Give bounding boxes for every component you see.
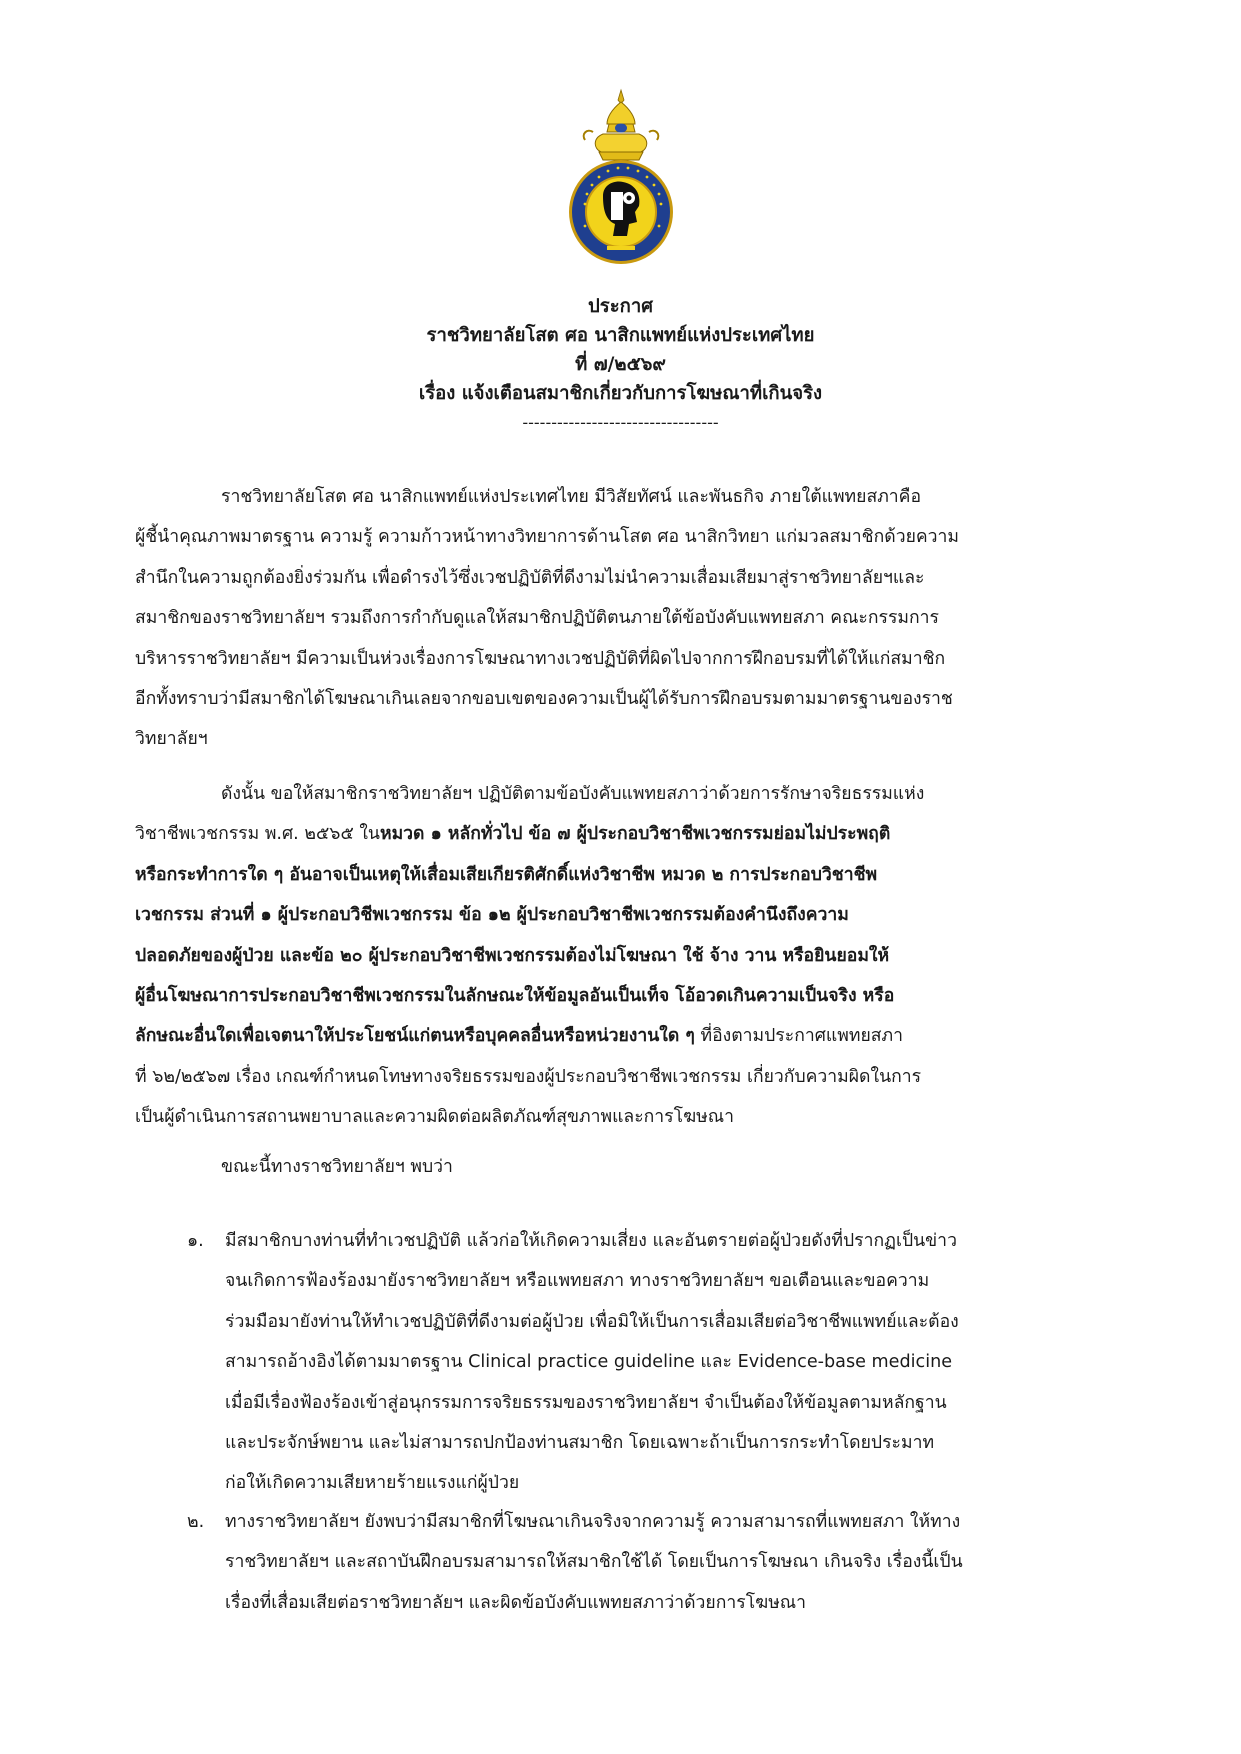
item-line: และประจักษ์พยาน และไม่สามารถปกป้องท่านสมาชิก โดยเฉพาะถ้าเป็นการกระทำโดยประมาท bbox=[225, 1432, 935, 1453]
list-item bbox=[135, 1221, 1105, 1504]
paragraph-line: ดังนั้น ขอให้สมาชิกราชวิทยาลัยฯ ปฏิบัติตามข้อบังคับแพทยสภาว่าด้วยการรักษาจริยธรรมแห่ง bbox=[221, 784, 925, 804]
paragraph-line: ราชวิทยาลัยโสต ศอ นาสิกแพทย์แห่งประเทศไทย มีวิสัยทัศน์ และพันธกิจ ภายใต้แพทยสภาคือ bbox=[221, 487, 922, 507]
paragraph-line: ผู้ชี้นำคุณภาพมาตรฐาน ความรู้ ความก้าวหน้าทางวิทยาการด้านโสต ศอ นาสิกวิทยา แก่มวลสมาชิกด้วยความ bbox=[135, 527, 960, 548]
bold-text: หมวด ๑ หลักทั่วไป ข้อ ๗ ผู้ประกอบวิชาชีพเวชกรรมย่อมไม่ประพฤติ bbox=[379, 824, 891, 845]
item-line: ก่อให้เกิดความเสียหายร้ายแรงแก่ผู้ป่วย bbox=[225, 1473, 520, 1494]
paragraph-line bbox=[135, 936, 1105, 976]
announcement-title: ประกาศ bbox=[588, 296, 653, 317]
item-line: สามารถอ้างอิงได้ตามมาตรฐาน Clinical practice guideline และ Evidence-base medicine bbox=[225, 1352, 953, 1373]
bold-text: ผู้อื่นโฆษณาการประกอบวิชาชีพเวชกรรมในลักษณะให้ข้อมูลอันเป็นเท็จ โอ้อวดเกินความเป็นจริง หรือ bbox=[135, 985, 895, 1006]
bold-text: เวชกรรม ส่วนที่ ๑ ผู้ประกอบวิชีพเวชกรรม ข้อ ๑๒ ผู้ประกอบวิชาชีพเวชกรรมต้องคำนึงถึงความ bbox=[135, 905, 849, 926]
paragraph-line: สำนึกในความถูกต้องยิ่งร่วมกัน เพื่อดำรงไว้ซึ่งเวชปฏิบัติที่ดีงามไม่นำความเสื่อมเสียมาสู่ราชวิทยาลัยฯและ bbox=[135, 567, 925, 588]
announcement-subject: เรื่อง แจ้งเตือนสมาชิกเกี่ยวกับการโฆษณาที่เกินจริง bbox=[418, 383, 823, 404]
announcement-header bbox=[0, 292, 1241, 437]
separator-line: ---------------------------------- bbox=[522, 413, 719, 432]
item-line: มีสมาชิกบางท่านที่ทำเวชปฏิบัติ แล้วก่อให้เกิดความเสี่ยง และอันตรายต่อผู้ป่วยดังที่ปรากฏเป็นข่าว bbox=[225, 1231, 957, 1251]
plain-text: ที่อิงตามประกาศแพทยสภา bbox=[694, 1026, 903, 1047]
paragraph-line: สมาชิกของราชวิทยาลัยฯ รวมถึงการกำกับดูแลให้สมาชิกปฏิบัติตนภายใต้ข้อบังคับแพทยสภา คณะกรรมการ bbox=[135, 608, 939, 629]
paragraph-line bbox=[135, 895, 1105, 935]
item-number: ๒. bbox=[187, 1512, 205, 1532]
paragraph-3 bbox=[135, 1147, 1105, 1187]
numbered-item-1 bbox=[135, 1221, 1105, 1504]
announcement-number: ที่ ๗/๒๕๖๙ bbox=[575, 354, 666, 375]
bold-text: หรือกระทำการใด ๆ อันอาจเป็นเหตุให้เสื่อมเสียเกียรติศักดิ์แห่งวิชาชีพ หมวด ๒ การประกอบวิชาชีพ bbox=[135, 864, 878, 885]
bold-text: ปลอดภัยของผู้ป่วย และข้อ ๒๐ ผู้ประกอบวิชาชีพเวชกรรมต้องไม่โฆษณา ใช้ จ้าง วาน หรือยินยอมให้ bbox=[135, 945, 890, 966]
item-text bbox=[135, 1221, 1105, 1504]
royal-college-emblem bbox=[563, 88, 679, 266]
item-line: ราชวิทยาลัยฯ และสถาบันฝึกอบรมสามารถให้สมาชิกใช้ได้ โดยเป็นการโฆษณา เกินจริง เรื่องนี้เป็น bbox=[225, 1552, 963, 1573]
item-line: เมื่อมีเรื่องฟ้องร้องเข้าสู่อนุกรรมการจริยธรรมของราชวิทยาลัยฯ จำเป็นต้องให้ข้อมูลตามหลักฐาน bbox=[225, 1392, 947, 1413]
paragraph-line bbox=[135, 976, 1105, 1016]
plain-text: วิชาชีพเวชกรรม พ.ศ. ๒๕๖๕ ใน bbox=[135, 824, 380, 845]
item-number: ๑. bbox=[187, 1231, 204, 1251]
paragraph-line: อีกทั้งทราบว่ามีสมาชิกได้โฆษณาเกินเลยจากขอบเขตของความเป็นผู้ได้รับการฝึกอบรมตามมาตรฐานของราช bbox=[135, 688, 953, 709]
paragraph-line: เป็นผู้ดำเนินการสถานพยาบาลและความผิดต่อผลิตภัณฑ์สุขภาพและการโฆษณา bbox=[135, 1107, 734, 1128]
crown-icon bbox=[584, 90, 659, 160]
item-line: ร่วมมือมายังท่านให้ทำเวชปฏิบัติที่ดีงามต่อผู้ป่วย เพื่อมิให้เป็นการเสื่อมเสียต่อวิชาชีพแพทย์และต้อง bbox=[225, 1311, 959, 1332]
paragraph-2 bbox=[135, 774, 1105, 1138]
numbered-item-2 bbox=[135, 1502, 1105, 1623]
item-line: เรื่องที่เสื่อมเสียต่อราชวิทยาลัยฯ และผิดข้อบังคับแพทยสภาว่าด้วยการโฆษณา bbox=[225, 1592, 806, 1613]
item-line: จนเกิดการฟ้องร้องมายังราชวิทยาลัยฯ หรือแพทยสภา ทางราชวิทยาลัยฯ ขอเตือนและขอความ bbox=[225, 1271, 930, 1292]
paragraph-line: วิทยาลัยฯ bbox=[135, 729, 208, 750]
item-line: ทางราชวิทยาลัยฯ ยังพบว่ามีสมาชิกที่โฆษณาเกินจริงจากความรู้ ความสามารถที่แพทยสภา ให้ทาง bbox=[225, 1512, 961, 1532]
paragraph-line bbox=[135, 1016, 1105, 1056]
paragraph-line: ที่ ๖๒/๒๕๖๗ เรื่อง เกณฑ์กำหนดโทษทางจริยธรรมของผู้ประกอบวิชาชีพเวชกรรม เกี่ยวกับความผิดในการ bbox=[135, 1066, 922, 1087]
item-text bbox=[135, 1502, 1105, 1623]
list-item bbox=[135, 1502, 1105, 1623]
bold-text: ลักษณะอื่นใดเพื่อเจตนาให้ประโยชน์แก่ตนหรือบุคคลอื่นหรือหน่วยงานใด ๆ bbox=[135, 1026, 695, 1047]
paragraph-line bbox=[135, 814, 1105, 854]
paragraph-line bbox=[135, 855, 1105, 895]
paragraph-line: บริหารราชวิทยาลัยฯ มีความเป็นห่วงเรื่องการโฆษณาทางเวชปฏิบัติที่ผิดไปจากการฝึกอบรมที่ได้ให้แก่สมาชิก bbox=[135, 648, 946, 669]
paragraph-line: ขณะนี้ทางราชวิทยาลัยฯ พบว่า bbox=[221, 1157, 453, 1177]
paragraph-1 bbox=[135, 477, 1105, 760]
organization-name: ราชวิทยาลัยโสต ศอ นาสิกแพทย์แห่งประเทศไทย bbox=[426, 325, 815, 346]
